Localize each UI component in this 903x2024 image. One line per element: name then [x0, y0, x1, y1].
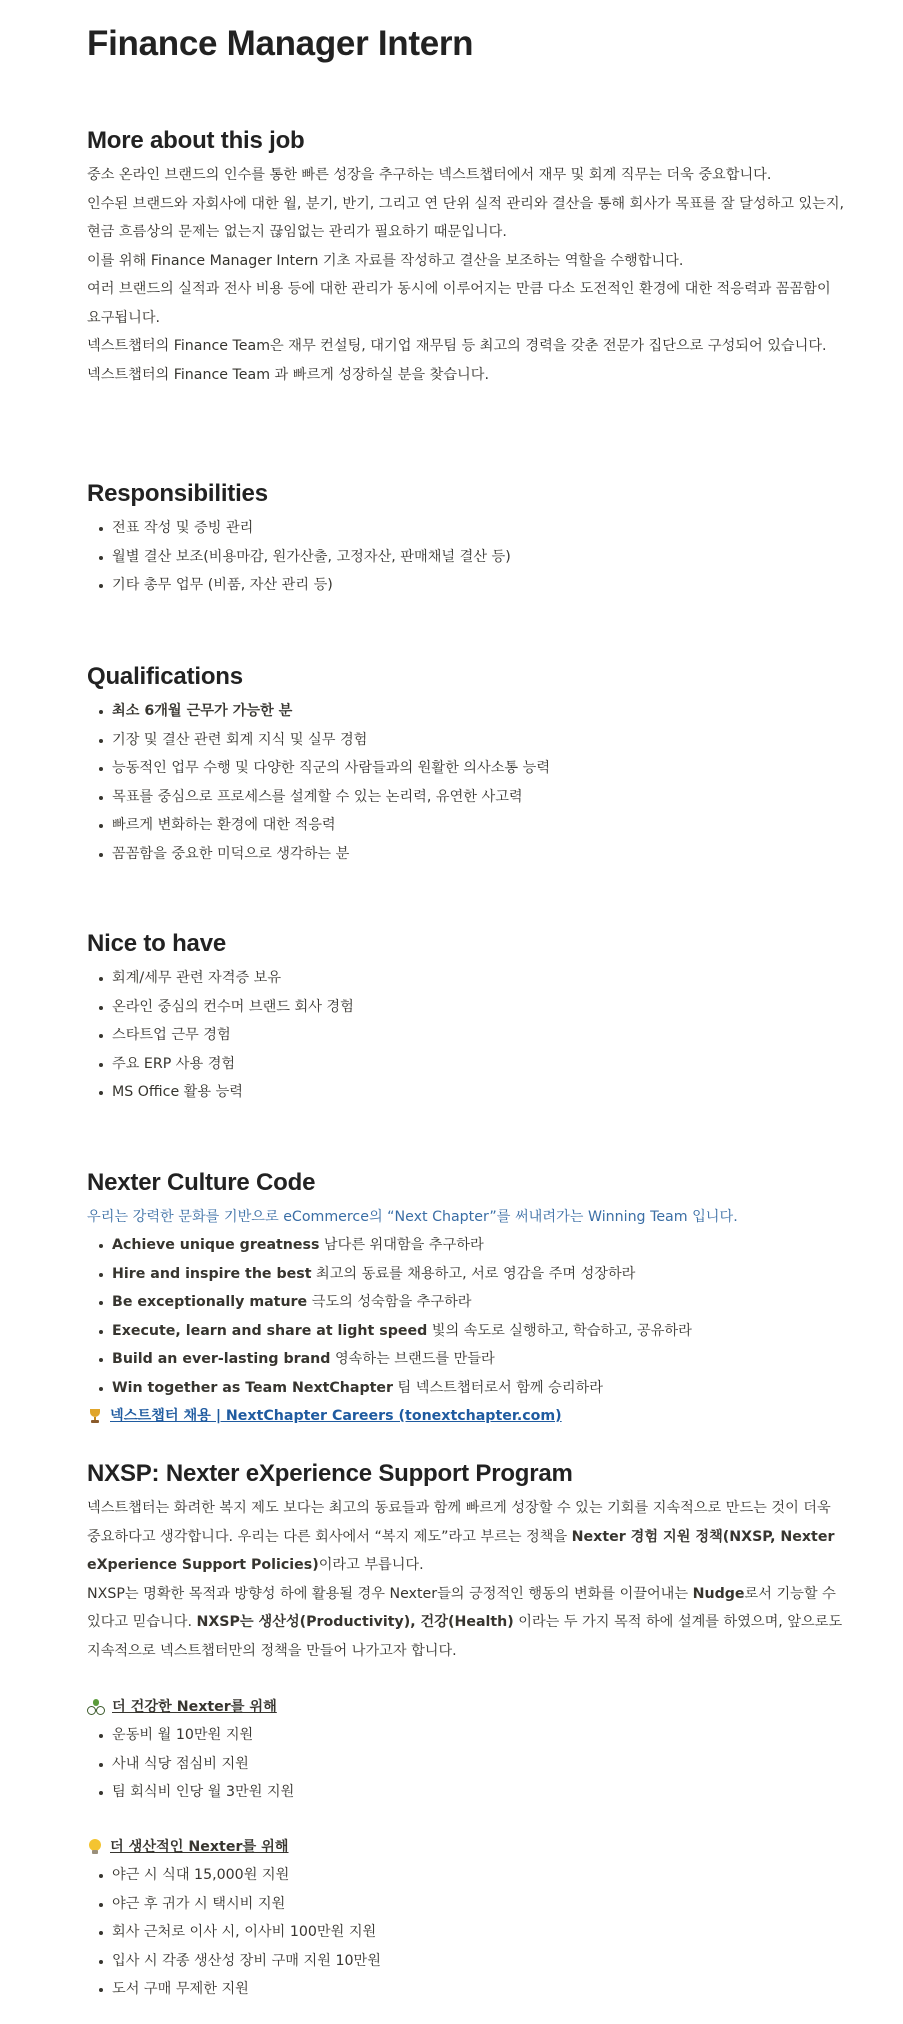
list-item: MS Office 활용 능력: [87, 1078, 847, 1107]
section-heading-nxsp: NXSP: Nexter eXperience Support Program: [87, 1460, 573, 1487]
list-item: 회사 근처로 이사 시, 이사비 100만원 지원: [87, 1918, 847, 1947]
list-item: 주요 ERP 사용 경험: [87, 1050, 847, 1079]
list-item: 꼼꼼함을 중요한 미덕으로 생각하는 분: [87, 840, 847, 869]
list-item: 최소 6개월 근무가 가능한 분: [87, 697, 847, 726]
paragraph: 이를 위해 Finance Manager Intern 기초 자료를 작성하고 결산을 보조하는 역할을 수행합니다.: [87, 252, 684, 269]
more-about-body: [87, 161, 847, 389]
bicycle-icon: [87, 1699, 105, 1715]
list-item: 도서 구매 무제한 지원: [87, 1975, 847, 2004]
productivity-subheading: 더 생산적인 Nexter를 위해: [87, 1833, 289, 1862]
list-item: 월별 결산 보조(비용마감, 원가산출, 고정자산, 판매채널 결산 등): [87, 543, 847, 572]
responsibilities-list: [87, 514, 847, 600]
culture-item: Achieve unique greatness 남다른 위대함을 추구하라: [87, 1231, 847, 1260]
nice-to-have-list: [87, 964, 847, 1107]
list-item: 능동적인 업무 수행 및 다양한 직군의 사람들과의 원활한 의사소통 능력: [87, 754, 847, 783]
list-item: 온라인 중심의 컨수머 브랜드 회사 경험: [87, 993, 847, 1022]
section-heading-more-about: More about this job: [87, 127, 305, 154]
paragraph: 중소 온라인 브랜드의 인수를 통한 빠른 성장을 추구하는 넥스트챕터에서 재무 및 회계 직무는 더욱 중요합니다.: [87, 167, 772, 183]
paragraph: 인수된 브랜드와 자회사에 대한 월, 분기, 반기, 그리고 연 단위 실적 관리와 결산을 통해 회사가 목표를 잘 달성하고 있는지, 현금 흐름상의 문제는 없는지 끊임없는 관리가 필요하기 때문입니다.: [87, 195, 845, 240]
list-item: 야근 시 식대 15,000원 지원: [87, 1861, 847, 1890]
culture-item: Build an ever-lasting brand 영속하는 브랜드를 만들라: [87, 1345, 847, 1374]
paragraph: 넥스트챕터의 Finance Team 과 빠르게 성장하실 분을 찾습니다.: [87, 366, 489, 383]
culture-item: Be exceptionally mature 극도의 성숙함을 추구하라: [87, 1288, 847, 1317]
list-item: 입사 시 각종 생산성 장비 구매 지원 10만원: [87, 1947, 847, 1976]
careers-link[interactable]: 넥스트챕터 채용 | NextChapter Careers (tonextchapter.com): [110, 1408, 562, 1424]
list-item: 운동비 월 10만원 지원: [87, 1721, 847, 1750]
paragraph: NXSP는 명확한 목적과 방향성 하에 활용될 경우 Nexter들의 긍정적인 행동의 변화를 이끌어내는 Nudge로서 기능할 수 있다고 믿습니다. NXSP는 생산성(Productivity), 건강(Health) 이라는 두 가지 목적 하에 설계를 하였으며, 앞으로도 지속적으로 넥스트챕터만의 정책을 만들어 나가고자 합니다.: [87, 1585, 843, 1659]
section-heading-responsibilities: Responsibilities: [87, 480, 268, 507]
list-item: 팀 회식비 인당 월 3만원 지원: [87, 1778, 847, 1807]
culture-item: Win together as Team NextChapter 팀 넥스트챕터로서 함께 승리하라: [87, 1374, 847, 1403]
list-item: 목표를 중심으로 프로세스를 설계할 수 있는 논리력, 유연한 사고력: [87, 783, 847, 812]
culture-intro: 우리는 강력한 문화를 기반으로 eCommerce의 “Next Chapter”를 써내려가는 Winning Team 입니다.: [87, 1209, 738, 1225]
health-benefits-list: [87, 1721, 847, 1807]
culture-item: Execute, learn and share at light speed 빛의 속도로 실행하고, 학습하고, 공유하라: [87, 1317, 847, 1346]
lightbulb-icon: [87, 1839, 103, 1855]
section-heading-nice-to-have: Nice to have: [87, 930, 226, 957]
list-item: 사내 식당 점심비 지원: [87, 1750, 847, 1779]
page-title: Finance Manager Intern: [87, 24, 474, 63]
list-item: 기타 총무 업무 (비품, 자산 관리 등): [87, 571, 847, 600]
nxsp-body: [87, 1494, 847, 1665]
careers-link-row: [87, 1402, 562, 1431]
culture-item: Hire and inspire the best 최고의 동료를 채용하고, 서로 영감을 주며 성장하라: [87, 1260, 847, 1289]
culture-code-list: [87, 1231, 847, 1402]
qualifications-list: [87, 697, 847, 868]
trophy-icon: [87, 1408, 103, 1424]
section-heading-qualifications: Qualifications: [87, 663, 243, 690]
paragraph: 여러 브랜드의 실적과 전사 비용 등에 대한 관리가 동시에 이루어지는 만큼 다소 도전적인 환경에 대한 적응력과 꼼꼼함이 요구됩니다.: [87, 281, 831, 326]
list-item: 빠르게 변화하는 환경에 대한 적응력: [87, 811, 847, 840]
section-heading-culture-code: Nexter Culture Code: [87, 1169, 316, 1196]
health-subheading: 더 건강한 Nexter를 위해: [87, 1693, 277, 1722]
list-item: 야근 후 귀가 시 택시비 지원: [87, 1890, 847, 1919]
productivity-benefits-list: [87, 1861, 847, 2004]
paragraph: 넥스트챕터의 Finance Team은 재무 컨설팅, 대기업 재무팀 등 최고의 경력을 갖춘 전문가 집단으로 구성되어 있습니다.: [87, 338, 827, 354]
list-item: 기장 및 결산 관련 회계 지식 및 실무 경험: [87, 726, 847, 755]
list-item: 회계/세무 관련 자격증 보유: [87, 964, 847, 993]
list-item: 전표 작성 및 증빙 관리: [87, 514, 847, 543]
paragraph: 넥스트챕터는 화려한 복지 제도 보다는 최고의 동료들과 함께 빠르게 성장할 수 있는 기회를 지속적으로 만드는 것이 더욱 중요하다고 생각합니다. 우리는 다른 회사에서 “복지 제도”라고 부르는 정책을 Nexter 경험 지원 정책(NXSP, Nexter eXperience Support Policies)이라고 부릅니다.: [87, 1500, 835, 1573]
list-item: 스타트업 근무 경험: [87, 1021, 847, 1050]
